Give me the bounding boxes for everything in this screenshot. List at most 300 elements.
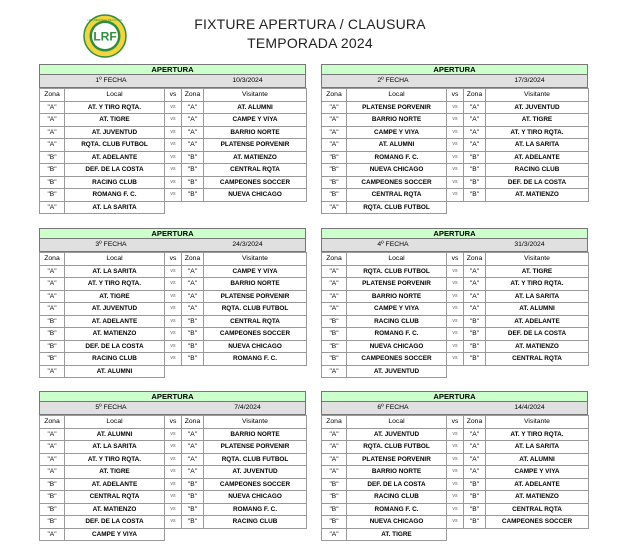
team-local: AT. JUVENTUD [65, 126, 165, 139]
col-local: Local [347, 416, 447, 429]
zona-local: "B" [322, 176, 347, 189]
zona-local: "A" [322, 428, 347, 441]
team-local: RACING CLUB [347, 491, 447, 504]
vs-label: vs [447, 453, 464, 466]
zona-visitante: "A" [182, 114, 204, 127]
match-row [40, 278, 307, 291]
team-local: NUEVA CHICAGO [347, 164, 447, 177]
zona-local: "A" [40, 126, 65, 139]
team-local: NUEVA CHICAGO [347, 516, 447, 529]
team-local: PLATENSE PORVENIR [347, 278, 447, 291]
team-local: CAMPE Y VIYA [347, 303, 447, 316]
vs-label: vs [447, 290, 464, 303]
col-zona-visitante: Zona [182, 253, 204, 266]
zona-visitante: "A" [182, 290, 204, 303]
empty-cell [464, 528, 486, 541]
team-visitante: NUEVA CHICAGO [204, 491, 307, 504]
team-visitante: AT. MATIENZO [486, 340, 589, 353]
vs-label: vs [447, 491, 464, 504]
match-row [40, 303, 307, 316]
column-header-row [322, 253, 589, 266]
match-row [322, 290, 589, 303]
team-visitante: NUEVA CHICAGO [204, 189, 307, 202]
fecha-header [321, 75, 588, 88]
match-row [322, 353, 589, 366]
match-row [322, 201, 589, 214]
match-row [322, 114, 589, 127]
fecha-date: 14/4/2024 [514, 404, 545, 411]
col-visitante: Visitante [204, 89, 307, 102]
col-zona-visitante: Zona [464, 89, 486, 102]
zona-visitante: "A" [182, 453, 204, 466]
team-local: ROMANG F. C. [347, 328, 447, 341]
match-row [40, 114, 307, 127]
vs-label: vs [447, 189, 464, 202]
match-row [40, 340, 307, 353]
match-row [322, 453, 589, 466]
match-row [40, 353, 307, 366]
match-row [322, 126, 589, 139]
team-visitante: AT. JUVENTUD [486, 101, 589, 114]
vs-label: vs [447, 428, 464, 441]
logo-text: LRF [93, 29, 117, 44]
team-local: PLATENSE PORVENIR [347, 101, 447, 114]
zona-visitante: "A" [464, 126, 486, 139]
col-vs: vs [447, 89, 464, 102]
match-row [40, 290, 307, 303]
zona-local: "A" [322, 290, 347, 303]
team-visitante: AT. ADELANTE [486, 315, 589, 328]
team-local: BARRIO NORTE [347, 466, 447, 479]
empty-cell [182, 365, 204, 378]
team-visitante: CAMPEONES SOCCER [204, 478, 307, 491]
vs-label: vs [447, 303, 464, 316]
empty-cell [486, 365, 589, 378]
fecha-label: 5º FECHA [95, 404, 127, 411]
zona-visitante: "A" [182, 441, 204, 454]
match-row [322, 139, 589, 152]
team-local: AT. LA SARITA [65, 201, 165, 214]
zona-visitante: "B" [182, 176, 204, 189]
zona-local: "A" [40, 201, 65, 214]
zona-local: "B" [40, 189, 65, 202]
empty-cell [204, 528, 307, 541]
match-row [40, 101, 307, 114]
zona-local: "B" [40, 478, 65, 491]
team-visitante: AT. MATIENZO [486, 189, 589, 202]
zona-visitante: "B" [464, 478, 486, 491]
team-visitante: AT. ALUMNI [204, 101, 307, 114]
team-visitante: AT. ALUMNI [486, 453, 589, 466]
vs-label: vs [447, 503, 464, 516]
vs-label: vs [165, 340, 182, 353]
zona-local: "A" [40, 453, 65, 466]
match-row [40, 126, 307, 139]
zona-local: "A" [40, 528, 65, 541]
vs-label: vs [165, 164, 182, 177]
tournament-header: APERTURA [321, 228, 588, 239]
team-local: AT. JUVENTUD [65, 303, 165, 316]
empty-cell [204, 365, 307, 378]
vs-label: vs [165, 478, 182, 491]
vs-label: vs [165, 139, 182, 152]
zona-visitante: "B" [464, 151, 486, 164]
match-row [40, 164, 307, 177]
column-header-row [322, 89, 589, 102]
match-row [40, 478, 307, 491]
match-row [40, 328, 307, 341]
empty-cell [464, 201, 486, 214]
match-row [40, 528, 307, 541]
fecha-header [321, 402, 588, 415]
vs-label: vs [447, 176, 464, 189]
column-header-row [40, 416, 307, 429]
fecha-date: 24/3/2024 [232, 241, 263, 248]
zona-local: "B" [40, 353, 65, 366]
team-visitante: CAMPE Y VIYA [486, 466, 589, 479]
fecha-label: 1º FECHA [95, 77, 127, 84]
zona-visitante: "B" [182, 328, 204, 341]
zona-visitante: "A" [464, 278, 486, 291]
zona-local: "B" [322, 328, 347, 341]
team-visitante: CENTRAL RQTA [486, 503, 589, 516]
match-row [40, 151, 307, 164]
col-zona-visitante: Zona [464, 416, 486, 429]
zona-local: "A" [322, 101, 347, 114]
zona-local: "B" [322, 478, 347, 491]
team-visitante: BARRIO NORTE [204, 428, 307, 441]
vs-label: vs [447, 516, 464, 529]
team-visitante: AT. Y TIRO RQTA. [486, 428, 589, 441]
match-row [322, 491, 589, 504]
vs-label: vs [447, 478, 464, 491]
vs-label: vs [447, 466, 464, 479]
col-zona-visitante: Zona [182, 89, 204, 102]
team-visitante: RACING CLUB [204, 516, 307, 529]
zona-visitante: "A" [182, 101, 204, 114]
team-visitante: ROMANG F. C. [204, 353, 307, 366]
team-local: AT. ALUMNI [347, 139, 447, 152]
col-local: Local [347, 253, 447, 266]
team-visitante: AT. ALUMNI [486, 303, 589, 316]
team-visitante: PLATENSE PORVENIR [204, 441, 307, 454]
match-row [322, 278, 589, 291]
match-row [40, 428, 307, 441]
empty-cell [447, 365, 464, 378]
zona-visitante: "B" [182, 340, 204, 353]
match-row [40, 441, 307, 454]
zona-local: "B" [322, 516, 347, 529]
team-visitante: AT. LA SARITA [486, 290, 589, 303]
team-visitante: ROMANG F. C. [204, 503, 307, 516]
matches-table [321, 252, 589, 378]
matches-table [321, 88, 589, 214]
zona-local: "A" [322, 278, 347, 291]
team-visitante: CAMPEONES SOCCER [204, 328, 307, 341]
team-visitante: AT. MATIENZO [204, 151, 307, 164]
zona-visitante: "A" [464, 290, 486, 303]
team-local: AT. MATIENZO [65, 328, 165, 341]
team-visitante: RQTA. CLUB FUTBOL [204, 303, 307, 316]
fecha-header [321, 239, 588, 252]
vs-label: vs [165, 278, 182, 291]
zona-local: "A" [40, 139, 65, 152]
match-row [40, 503, 307, 516]
tournament-header: APERTURA [321, 391, 588, 402]
col-zona: Zona [322, 89, 347, 102]
document-title: FIXTURE APERTURA / CLAUSURA [194, 16, 426, 32]
zona-local: "A" [322, 126, 347, 139]
zona-local: "A" [322, 453, 347, 466]
team-local: AT. JUVENTUD [347, 365, 447, 378]
col-local: Local [65, 416, 165, 429]
team-visitante: AT. TIGRE [486, 265, 589, 278]
empty-cell [464, 365, 486, 378]
vs-label: vs [165, 189, 182, 202]
vs-label: vs [447, 315, 464, 328]
empty-cell [182, 201, 204, 214]
team-visitante: DEF. DE LA COSTA [486, 328, 589, 341]
team-local: RACING CLUB [65, 176, 165, 189]
zona-visitante: "B" [464, 315, 486, 328]
zona-local: "B" [322, 491, 347, 504]
zona-visitante: "A" [182, 303, 204, 316]
match-row [40, 265, 307, 278]
zona-visitante: "B" [182, 516, 204, 529]
team-local: ROMANG F. C. [347, 151, 447, 164]
column-header-row [40, 89, 307, 102]
vs-label: vs [447, 328, 464, 341]
team-visitante: AT. LA SARITA [486, 441, 589, 454]
fecha-header [39, 239, 306, 252]
zona-local: "A" [322, 528, 347, 541]
vs-label: vs [165, 453, 182, 466]
match-row [40, 516, 307, 529]
zona-visitante: "A" [464, 453, 486, 466]
match-row [40, 365, 307, 378]
col-vs: vs [165, 253, 182, 266]
vs-label: vs [165, 503, 182, 516]
zona-visitante: "B" [182, 315, 204, 328]
vs-label: vs [165, 516, 182, 529]
vs-label: vs [165, 315, 182, 328]
team-local: AT. JUVENTUD [347, 428, 447, 441]
vs-label: vs [447, 353, 464, 366]
vs-label: vs [447, 151, 464, 164]
vs-label: vs [447, 441, 464, 454]
team-visitante: AT. Y TIRO RQTA. [486, 278, 589, 291]
match-row [322, 151, 589, 164]
zona-local: "B" [40, 503, 65, 516]
team-visitante: AT. ADELANTE [486, 151, 589, 164]
zona-local: "A" [40, 114, 65, 127]
tournament-header: APERTURA [39, 64, 306, 75]
vs-label: vs [165, 328, 182, 341]
zona-visitante: "B" [464, 189, 486, 202]
col-local: Local [65, 253, 165, 266]
zona-visitante: "A" [182, 265, 204, 278]
team-visitante: AT. JUVENTUD [204, 466, 307, 479]
match-row [322, 516, 589, 529]
vs-label: vs [165, 466, 182, 479]
zona-local: "B" [40, 516, 65, 529]
team-visitante: RQTA. CLUB FUTBOL [204, 453, 307, 466]
tournament-header: APERTURA [39, 228, 306, 239]
zona-visitante: "A" [464, 265, 486, 278]
zona-local: "A" [322, 303, 347, 316]
fecha-header [39, 75, 306, 88]
team-visitante: DEF. DE LA COSTA [486, 176, 589, 189]
team-visitante: NUEVA CHICAGO [204, 340, 307, 353]
zona-visitante: "B" [464, 503, 486, 516]
matches-table [39, 252, 307, 378]
team-visitante: BARRIO NORTE [204, 278, 307, 291]
vs-label: vs [165, 290, 182, 303]
team-local: AT. Y TIRO RQTA. [65, 278, 165, 291]
match-row [40, 176, 307, 189]
match-row [322, 441, 589, 454]
col-zona: Zona [40, 416, 65, 429]
zona-local: "B" [40, 491, 65, 504]
zona-visitante: "A" [182, 466, 204, 479]
vs-label: vs [165, 151, 182, 164]
match-row [40, 139, 307, 152]
fixture-block [39, 391, 306, 541]
matches-table [39, 415, 307, 541]
team-local: NUEVA CHICAGO [347, 340, 447, 353]
empty-cell [165, 201, 182, 214]
fixture-block [321, 391, 588, 541]
team-visitante: CENTRAL RQTA [204, 315, 307, 328]
team-local: CAMPEONES SOCCER [347, 176, 447, 189]
zona-visitante: "B" [464, 328, 486, 341]
match-row [322, 503, 589, 516]
match-row [322, 265, 589, 278]
team-visitante: CENTRAL RQTA [204, 164, 307, 177]
team-local: DEF. DE LA COSTA [65, 164, 165, 177]
zona-visitante: "B" [182, 491, 204, 504]
zona-visitante: "B" [182, 164, 204, 177]
zona-visitante: "B" [182, 151, 204, 164]
zona-local: "A" [40, 101, 65, 114]
team-local: AT. Y TIRO RQTA. [65, 101, 165, 114]
match-row [322, 528, 589, 541]
fecha-date: 10/3/2024 [232, 77, 263, 84]
zona-local: "A" [322, 139, 347, 152]
matches-table [321, 415, 589, 541]
col-local: Local [65, 89, 165, 102]
match-row [40, 453, 307, 466]
zona-local: "A" [40, 365, 65, 378]
col-zona: Zona [322, 416, 347, 429]
team-local: CAMPEONES SOCCER [347, 353, 447, 366]
col-visitante: Visitante [486, 253, 589, 266]
vs-label: vs [165, 114, 182, 127]
team-local: DEF. DE LA COSTA [347, 478, 447, 491]
col-vs: vs [165, 416, 182, 429]
team-local: RACING CLUB [347, 315, 447, 328]
team-visitante: PLATENSE PORVENIR [204, 139, 307, 152]
zona-local: "B" [40, 151, 65, 164]
zona-local: "A" [322, 441, 347, 454]
vs-label: vs [447, 101, 464, 114]
zona-visitante: "A" [464, 101, 486, 114]
empty-cell [182, 528, 204, 541]
fixture-block [321, 64, 588, 214]
team-local: AT. TIGRE [65, 466, 165, 479]
match-row [322, 328, 589, 341]
zona-visitante: "B" [464, 164, 486, 177]
match-row [40, 491, 307, 504]
fecha-date: 7/4/2024 [234, 404, 261, 411]
vs-label: vs [447, 114, 464, 127]
match-row [40, 315, 307, 328]
team-local: CAMPE Y VIYA [65, 528, 165, 541]
team-visitante: AT. ADELANTE [486, 478, 589, 491]
col-vs: vs [447, 253, 464, 266]
zona-visitante: "A" [464, 139, 486, 152]
zona-visitante: "B" [182, 503, 204, 516]
fecha-date: 17/3/2024 [514, 77, 545, 84]
zona-visitante: "A" [464, 428, 486, 441]
match-row [322, 428, 589, 441]
fecha-label: 3º FECHA [95, 241, 127, 248]
col-vs: vs [447, 416, 464, 429]
team-local: PLATENSE PORVENIR [347, 453, 447, 466]
zona-local: "A" [322, 466, 347, 479]
col-visitante: Visitante [204, 253, 307, 266]
team-local: AT. ADELANTE [65, 478, 165, 491]
team-visitante: CAMPE Y VIYA [204, 114, 307, 127]
team-local: AT. LA SARITA [65, 265, 165, 278]
team-local: AT. ADELANTE [65, 151, 165, 164]
vs-label: vs [165, 428, 182, 441]
fixture-block [39, 228, 306, 378]
match-row [40, 189, 307, 202]
empty-cell [486, 201, 589, 214]
team-local: DEF. DE LA COSTA [65, 516, 165, 529]
vs-label: vs [165, 101, 182, 114]
zona-local: "B" [322, 164, 347, 177]
team-visitante: CAMPE Y VIYA [204, 265, 307, 278]
empty-cell [204, 201, 307, 214]
team-local: AT. TIGRE [65, 114, 165, 127]
document-subtitle: TEMPORADA 2024 [247, 35, 373, 51]
column-header-row [40, 253, 307, 266]
match-row [322, 478, 589, 491]
team-local: BARRIO NORTE [347, 290, 447, 303]
team-local: RQTA. CLUB FUTBOL [65, 139, 165, 152]
team-local: AT. LA SARITA [65, 441, 165, 454]
zona-local: "A" [40, 278, 65, 291]
zona-local: "A" [322, 365, 347, 378]
team-local: BARRIO NORTE [347, 114, 447, 127]
col-zona-visitante: Zona [464, 253, 486, 266]
matches-table [39, 88, 307, 214]
zona-visitante: "B" [182, 353, 204, 366]
team-local: AT. ADELANTE [65, 315, 165, 328]
team-local: RQTA. CLUB FUTBOL [347, 441, 447, 454]
zona-local: "A" [322, 265, 347, 278]
match-row [322, 340, 589, 353]
col-vs: vs [165, 89, 182, 102]
vs-label: vs [165, 126, 182, 139]
zona-local: "B" [40, 164, 65, 177]
vs-label: vs [165, 353, 182, 366]
team-local: RQTA. CLUB FUTBOL [347, 201, 447, 214]
team-visitante: AT. LA SARITA [486, 139, 589, 152]
col-local: Local [347, 89, 447, 102]
